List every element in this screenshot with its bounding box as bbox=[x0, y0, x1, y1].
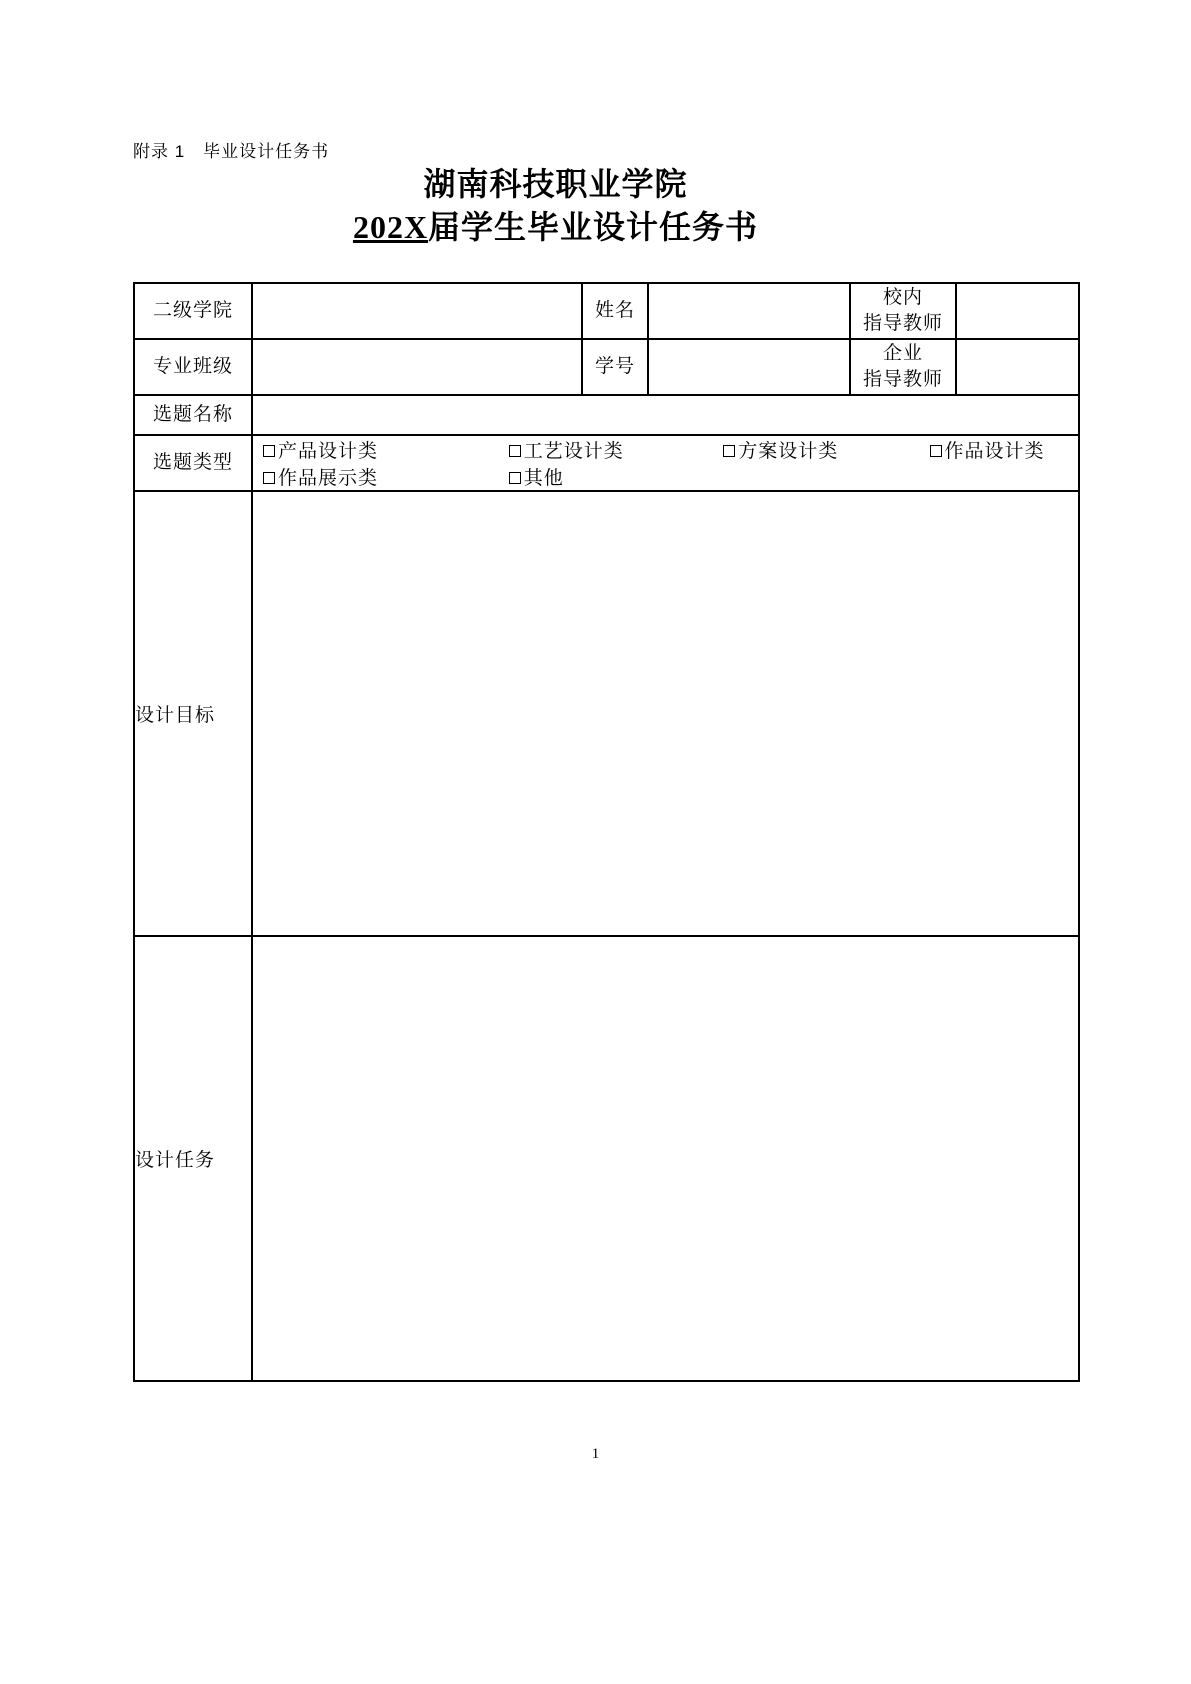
class-label: 专业班级 bbox=[134, 339, 252, 395]
table-row bbox=[134, 395, 1079, 435]
topic-type-options bbox=[252, 435, 1079, 491]
topic-name-value[interactable] bbox=[252, 395, 1079, 435]
page-number: 1 bbox=[591, 1446, 600, 1462]
college-value[interactable] bbox=[252, 283, 582, 339]
topic-type-row-1 bbox=[253, 436, 1078, 463]
name-value[interactable] bbox=[648, 283, 850, 339]
table-row bbox=[134, 339, 1079, 395]
checkbox-option-process-design[interactable] bbox=[509, 436, 724, 463]
checkbox-label: 产品设计类 bbox=[278, 441, 379, 462]
enterprise-advisor-label-line1: 企业 bbox=[882, 343, 923, 365]
school-advisor-label bbox=[850, 283, 956, 339]
checkbox-option-plan-design[interactable] bbox=[723, 436, 929, 463]
topic-type-spacer-2 bbox=[930, 463, 1079, 490]
checkbox-icon[interactable] bbox=[509, 472, 521, 484]
school-advisor-value[interactable] bbox=[956, 283, 1079, 339]
checkbox-option-product-design[interactable] bbox=[253, 436, 509, 463]
student-id-label: 学号 bbox=[582, 339, 648, 395]
table-row bbox=[134, 283, 1079, 339]
college-label: 二级学院 bbox=[134, 283, 252, 339]
topic-name-label: 选题名称 bbox=[134, 395, 252, 435]
checkbox-label: 作品展示类 bbox=[278, 468, 379, 489]
checkbox-label: 方案设计类 bbox=[738, 441, 839, 462]
title-year: 202X bbox=[352, 209, 429, 246]
enterprise-advisor-label-line2: 指导教师 bbox=[862, 369, 943, 390]
page-title bbox=[133, 165, 978, 247]
checkbox-option-work-exhibition[interactable] bbox=[253, 463, 509, 490]
school-advisor-label-line1: 校内 bbox=[882, 287, 923, 309]
checkbox-label: 其他 bbox=[523, 468, 564, 489]
checkbox-option-work-design[interactable] bbox=[930, 436, 1079, 463]
task-form-table bbox=[133, 282, 1080, 1382]
checkbox-icon[interactable] bbox=[930, 445, 942, 457]
topic-type-spacer-1 bbox=[723, 463, 929, 490]
title-line-2-rest: 届学生毕业设计任务书 bbox=[428, 209, 759, 246]
design-goal-value[interactable] bbox=[252, 491, 1079, 936]
student-id-value[interactable] bbox=[648, 339, 850, 395]
checkbox-icon[interactable] bbox=[263, 445, 275, 457]
checkbox-option-other[interactable] bbox=[509, 463, 724, 490]
design-goal-label: 设计目标 bbox=[134, 491, 252, 936]
title-line-1: 湖南科技职业学院 bbox=[423, 166, 688, 202]
table-row bbox=[134, 435, 1079, 491]
design-task-value[interactable] bbox=[252, 936, 1079, 1381]
topic-type-label: 选题类型 bbox=[134, 435, 252, 491]
enterprise-advisor-value[interactable] bbox=[956, 339, 1079, 395]
checkbox-icon[interactable] bbox=[723, 445, 735, 457]
table-row bbox=[134, 491, 1079, 936]
appendix-label: 附录 1 毕业设计任务书 bbox=[133, 142, 330, 161]
checkbox-icon[interactable] bbox=[509, 445, 521, 457]
checkbox-label: 作品设计类 bbox=[944, 441, 1045, 462]
class-value[interactable] bbox=[252, 339, 582, 395]
checkbox-icon[interactable] bbox=[263, 472, 275, 484]
enterprise-advisor-label bbox=[850, 339, 956, 395]
design-task-label: 设计任务 bbox=[134, 936, 252, 1381]
checkbox-label: 工艺设计类 bbox=[523, 441, 624, 462]
topic-type-row-2 bbox=[253, 463, 1078, 490]
title-line-2 bbox=[133, 208, 978, 247]
school-advisor-label-line2: 指导教师 bbox=[862, 313, 943, 334]
name-label: 姓名 bbox=[582, 283, 648, 339]
table-row bbox=[134, 936, 1079, 1381]
